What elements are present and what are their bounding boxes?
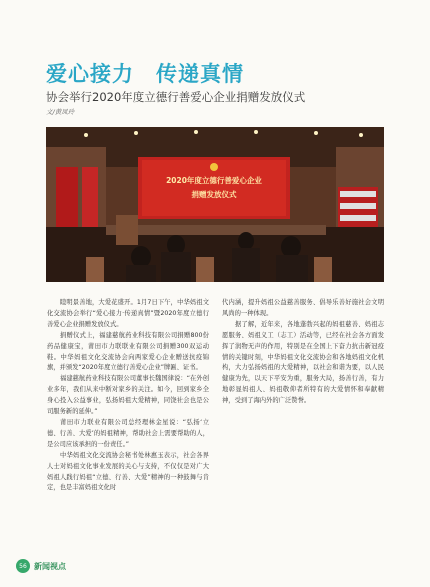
paragraph: 捐赠仪式上，福建慈航药业科技有限公司捐赠800份药品健康宝，莆田市力联联业有限公司捐赠300双运动鞋。中华妈祖文化交流协会向两家爱心企业赠送抗疫锦旗，并颁发“2020年度立德行善爱心企业”牌匾、证书。: [47, 331, 209, 372]
paragraph: 中华妈祖文化交流协会秘书处林惠玉表示，社会各界人士对妈祖文化事业发展的关心与支持，不仅仅是对广大妈祖人践行妈祖“立德、行善、大爱”精神的一种鼓舞与肯定，也是丰富妈祖文化时: [47, 451, 209, 492]
article-byline: 文/黄凤玲: [46, 108, 75, 116]
paragraph: 福建慈航药业科技有限公司董事长魏国律说：“在外创业多年，我们从来中断对家乡的关注。如今，回到家乡全身心投入公益事业，弘扬妈祖大爱精神，同饶社会也是公司服务新的延伸。”: [47, 375, 209, 416]
paragraph: 代内涵，提升妈祖公益慈善服务、倡导乐善好施社会文明风尚的一种体现。: [222, 299, 384, 317]
body-column-right: [222, 298, 384, 407]
body-column-left: [47, 298, 209, 494]
screen-title-line1: 2020年度立德行善爱心企业: [166, 176, 262, 185]
ceremony-photo: [46, 127, 384, 282]
article-title: 爱心接力 传递真情: [46, 61, 244, 86]
paragraph: 睦明景善地，大爱花盛开。1月7日下午，中华妈祖文化交流协会举行“爱心接力·传递真情”暨2020年度立德行善爱心企业捐赠发放仪式。: [47, 299, 209, 328]
page-footer: [16, 559, 66, 573]
page-number: 56: [16, 559, 30, 573]
article-subtitle: 协会举行2020年度立德行善爱心企业捐赠发放仪式: [46, 90, 306, 104]
paragraph: 据了解，近年来，各地蓬勃兴起的妈祖慈善、妈祖志愿服务、妈祖义工（志工）活动等，已经在社会各方面发挥了润物无声的作用，特别是在全国上下奋力抗击新冠疫情的关键时刻，中华妈祖文化交流协会和各地妈祖文化机构，大力弘扬妈祖的大爱精神，以社会和谐为要，以人民健康为先，以天下平安为重，服务大局，扬善行善，有力地彰显妈祖人、妈祖敬仰者所特有的大爱情怀和奉献精神，受到了海内外的广泛赞誉。: [222, 320, 384, 405]
screen-title-line2: 捐赠发放仪式: [191, 190, 237, 199]
section-name: 新闻视点: [34, 560, 66, 571]
paragraph: 莆田市力联业有限公司总经理林金星说：“弘扬‘立德、行善、大爱’的妈祖精神，帮助社会上需要帮助的人，是公司应该承担的一份责任。”: [47, 418, 209, 448]
